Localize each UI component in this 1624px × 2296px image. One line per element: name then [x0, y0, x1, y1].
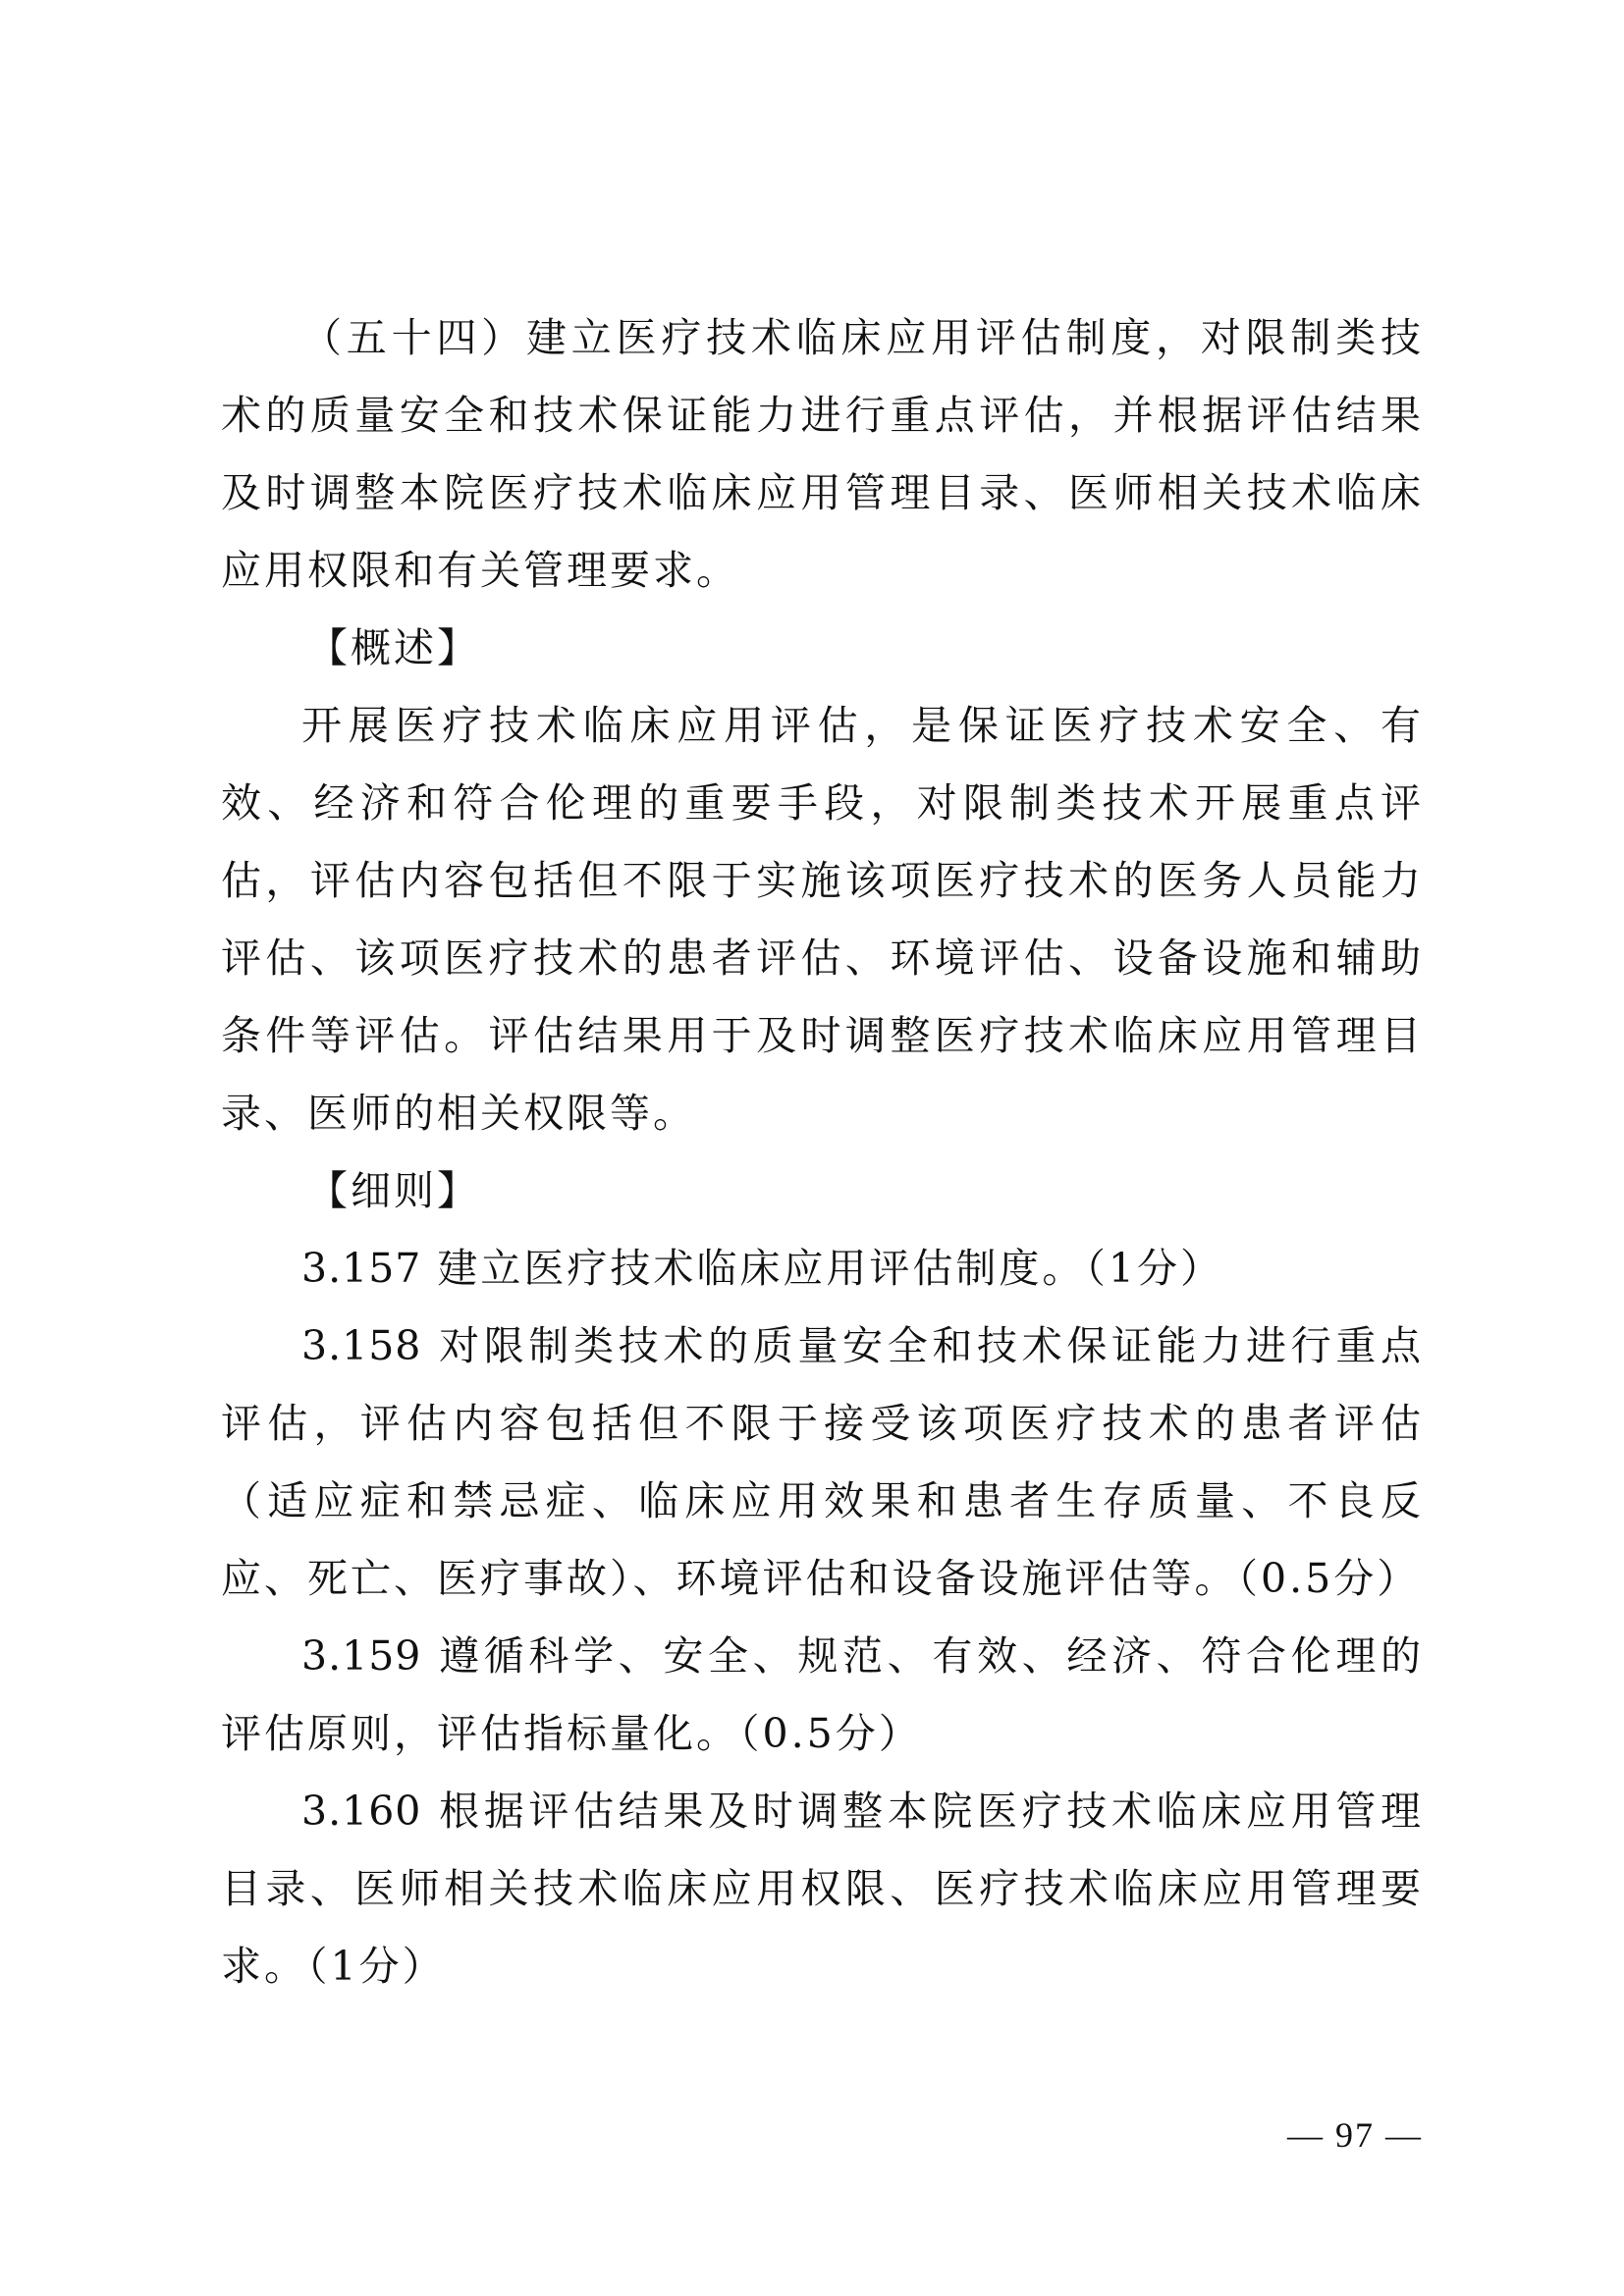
section-title-paragraph: （五十四）建立医疗技术临床应用评估制度，对限制类技术的质量安全和技术保证能力进行重点评估，并根据评估结果及时调整本院医疗技术临床应用管理目录、医师相关技术临床应用权限和有关管理要求。: [221, 314, 1424, 594]
rule-number: 3.159: [301, 1632, 422, 1680]
rule-number: 3.158: [301, 1322, 422, 1369]
rule-3-159: [221, 1618, 1424, 1773]
rule-3-158: [221, 1308, 1424, 1618]
rule-3-157: [221, 1230, 1424, 1308]
document-body: [221, 299, 1424, 2005]
rule-text: 对限制类技术的质量安全和技术保证能力进行重点评估，评估内容包括但不限于接受该项医疗技术的患者评估（适应症和禁忌症、临床应用效果和患者生存质量、不良反应、死亡、医疗事故）、环境评估和设备设施评估等。（0.5分）: [221, 1322, 1424, 1602]
overview-paragraph: 开展医疗技术临床应用评估，是保证医疗技术安全、有效、经济和符合伦理的重要手段，对限制类技术开展重点评估，评估内容包括但不限于实施该项医疗技术的医务人员能力评估、该项医疗技术的患者评估、环境评估、设备设施和辅助条件等评估。评估结果用于及时调整医疗技术临床应用管理目录、医师的相关权限等。: [221, 702, 1424, 1137]
rule-number: 3.157: [301, 1245, 422, 1292]
details-heading: 【细则】: [307, 1167, 480, 1214]
rule-text: 建立医疗技术临床应用评估制度。（1分）: [437, 1245, 1224, 1292]
page-number: — 97 —: [1287, 2115, 1423, 2155]
overview-heading: 【概述】: [307, 624, 480, 671]
rule-3-160: [221, 1773, 1424, 2005]
rule-number: 3.160: [301, 1788, 422, 1835]
rule-text: 遵循科学、安全、规范、有效、经济、符合伦理的评估原则，评估指标量化。（0.5分）: [221, 1632, 1424, 1757]
rule-text: 根据评估结果及时调整本院医疗技术临床应用管理目录、医师相关技术临床应用权限、医疗技术临床应用管理要求。（1分）: [221, 1788, 1424, 1990]
